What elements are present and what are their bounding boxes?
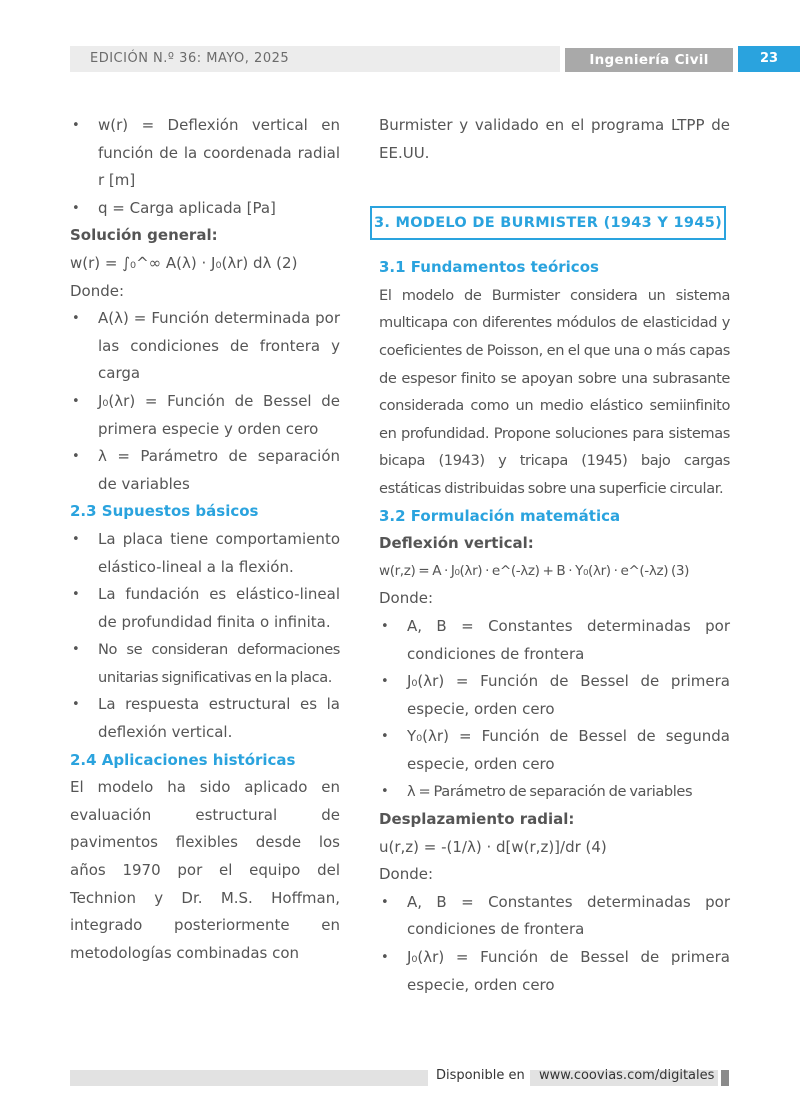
- bullet-list: [379, 889, 730, 999]
- list-item: • λ = Parámetro de separación de variables: [379, 778, 730, 806]
- section-heading-2-4: 2.4 Aplicaciones históricas: [70, 750, 296, 769]
- paragraph-3-1: El modelo de Burmister considera un sistema multicapa con diferentes módulos de elasticidad y coeficientes de Poisson, en el que una o más capas de espesor finito se apoyan sobre una subrasante considerada como un medio elástico semiinfinito en profundidad. Propone soluciones para sistemas bicapa (1943) y tricapa (1945) bajo cargas estáticas distribuidas sobre una superficie circular.: [379, 286, 730, 497]
- bullet-list: [70, 526, 340, 747]
- donde-label: Donde:: [379, 589, 434, 608]
- list-item: • La placa tiene comportamiento elástico-lineal a la flexión.: [70, 526, 340, 581]
- deflexion-heading: Deflexión vertical:: [379, 534, 534, 553]
- footer-link[interactable]: www.coovias.com/digitales: [539, 1068, 715, 1083]
- list-item: • J₀(λr) = Función de Bessel de primera especie, orden cero: [379, 668, 730, 723]
- list-item: • q = Carga aplicada [Pa]: [70, 195, 340, 223]
- list-item: • Y₀(λr) = Función de Bessel de segunda especie, orden cero: [379, 723, 730, 778]
- equation-4: u(r,z) = -(1/λ) · d[w(r,z)]/dr (4): [379, 837, 607, 856]
- desplazamiento-heading: Desplazamiento radial:: [379, 810, 575, 829]
- bullet-list: [70, 305, 340, 498]
- bullet-list: [70, 112, 340, 222]
- section-heading-2-3: 2.3 Supuestos básicos: [70, 502, 259, 521]
- footer-end-block: [721, 1070, 729, 1086]
- donde-label: Donde:: [70, 281, 125, 300]
- list-item: • λ = Parámetro de separación de variables: [70, 443, 340, 498]
- edition-label: EDICIÓN N.º 36: MAYO, 2025: [90, 51, 290, 66]
- solucion-heading: Solución general:: [70, 226, 218, 245]
- list-item: • La respuesta estructural es la deflexión vertical.: [70, 691, 340, 746]
- left-column: [70, 112, 340, 967]
- list-item: • A, B = Constantes determinadas por condiciones de frontera: [379, 613, 730, 668]
- section-heading-3-2: 3.2 Formulación matemática: [379, 506, 621, 525]
- paragraph-2-4: El modelo ha sido aplicado en evaluación estructural de pavimentos flexibles desde los años 1970 por el equipo del Technion y Dr. M.S. Hoffman, integrado posteriormente en metodologías combinadas con: [70, 778, 340, 962]
- footer-label: Disponible en: [436, 1068, 525, 1083]
- section-tab: Ingeniería Civil: [565, 48, 733, 72]
- donde-label: Donde:: [379, 865, 434, 884]
- list-item: • w(r) = Deflexión vertical en función de la coordenada radial r [m]: [70, 112, 340, 195]
- footer-bar: [70, 1070, 428, 1086]
- continuation-paragraph: Burmister y validado en el programa LTPP de EE.UU.: [379, 116, 730, 162]
- section-heading-3: 3. MODELO DE BURMISTER (1943 Y 1945): [370, 206, 726, 240]
- list-item: • La fundación es elástico-lineal de profundidad finita o infinita.: [70, 581, 340, 636]
- list-item: • A(λ) = Función determinada por las condiciones de frontera y carga: [70, 305, 340, 388]
- equation-3: w(r,z) = A · J₀(λr) · e^(-λz) + B · Y₀(λr) · e^(-λz) (3): [379, 562, 690, 579]
- right-column: [373, 112, 730, 999]
- list-item: • No se consideran deformaciones unitarias significativas en la placa.: [70, 636, 340, 691]
- bullet-list: [379, 613, 730, 806]
- list-item: • J₀(λr) = Función de Bessel de primera especie y orden cero: [70, 388, 340, 443]
- page-number: 23: [738, 46, 800, 72]
- equation-2: w(r) = ∫₀^∞ A(λ) · J₀(λr) dλ (2): [70, 253, 298, 272]
- list-item: • A, B = Constantes determinadas por condiciones de frontera: [379, 889, 730, 944]
- list-item: • J₀(λr) = Función de Bessel de primera especie, orden cero: [379, 944, 730, 999]
- section-heading-3-1: 3.1 Fundamentos teóricos: [379, 258, 599, 277]
